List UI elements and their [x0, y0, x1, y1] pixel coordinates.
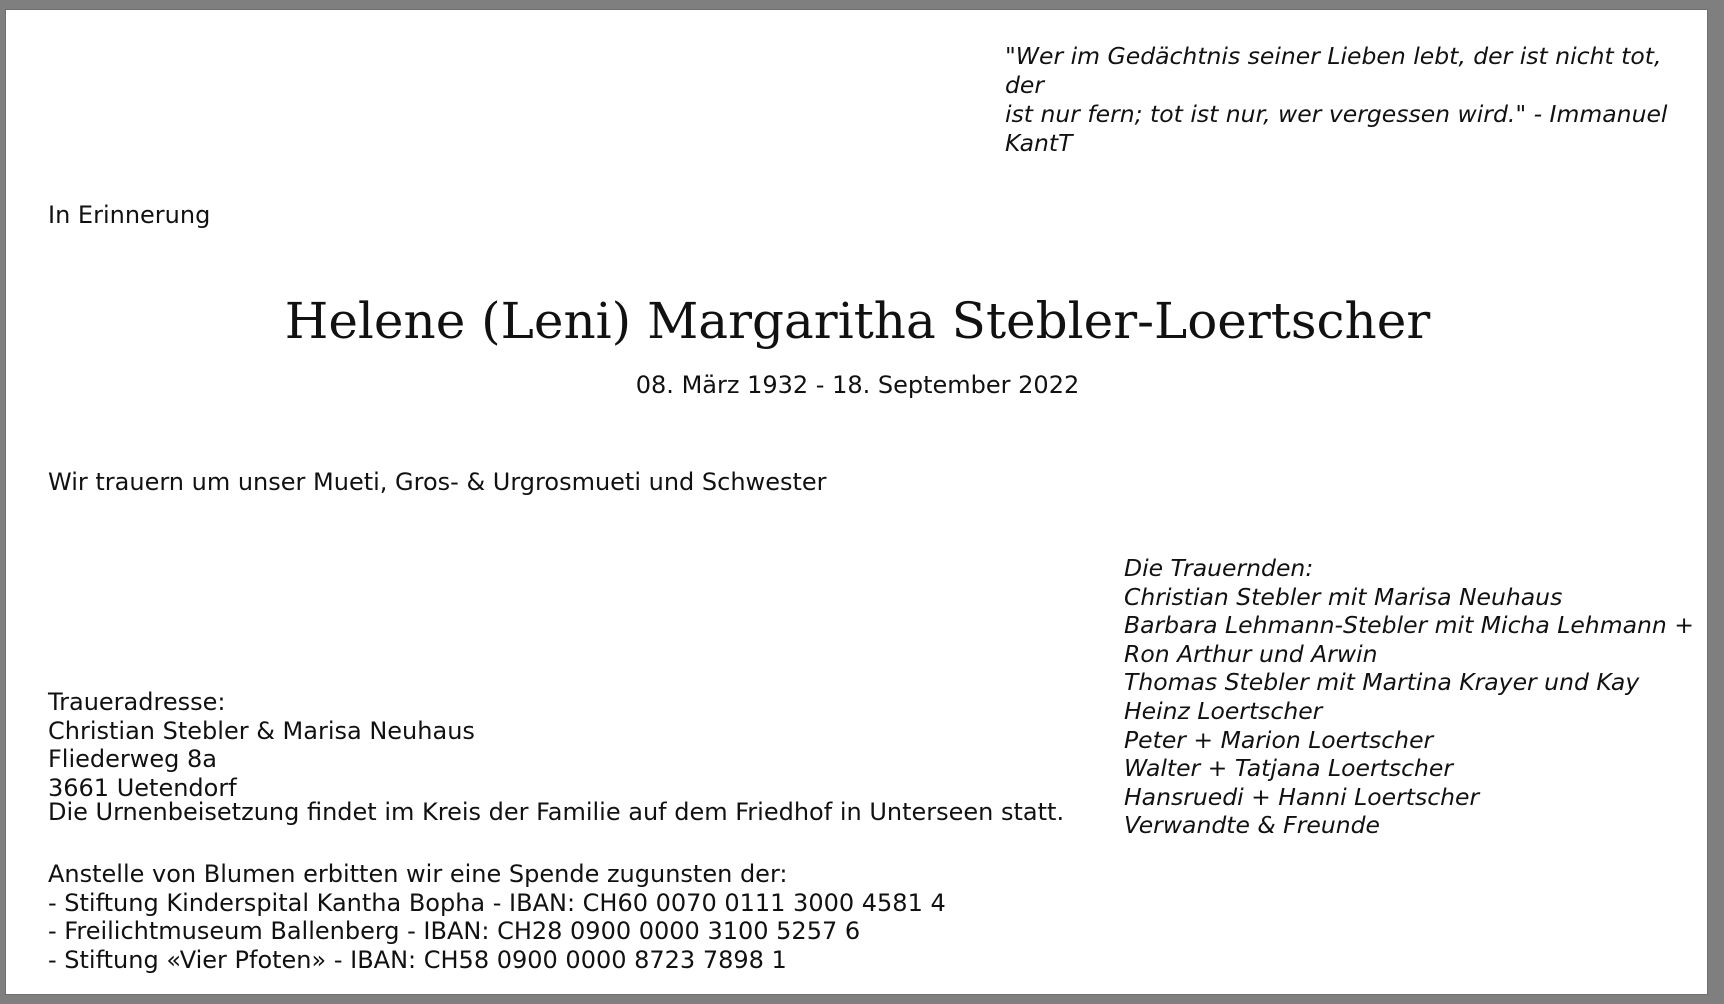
donation-heading: Anstelle von Blumen erbitten wir eine Spende zugunsten der: [48, 860, 788, 888]
address-line: Christian Stebler & Marisa Neuhaus [48, 716, 475, 745]
donation-request [48, 860, 946, 974]
in-memory-label: In Erinnerung [48, 201, 211, 229]
mourners-heading: Die Trauernden: [1124, 554, 1314, 582]
mourner-line: Ron Arthur und Arwin [1124, 639, 1378, 668]
donation-line: - Freilichtmuseum Ballenberg - IBAN: CH28 0900 0000 3100 5257 6 [48, 917, 861, 946]
mourner-line: Peter + Marion Loertscher [1124, 725, 1434, 754]
obituary-notice [5, 9, 1708, 995]
address-line: Fliederweg 8a [48, 745, 218, 774]
address-line: 3661 Uetendorf [48, 773, 237, 802]
mourner-line: Walter + Tatjana Loertscher [1124, 754, 1454, 783]
mourner-line: Hansruedi + Hanni Loertscher [1124, 782, 1480, 811]
mourning-address [48, 688, 475, 802]
donation-line: - Stiftung Kinderspital Kantha Bopha - IBAN: CH60 0070 0111 3000 4581 4 [48, 888, 946, 917]
deceased-name: Helene (Leni) Margaritha Stebler-Loertscher [284, 292, 1431, 350]
mourner-line: Barbara Lehmann-Stebler mit Micha Lehmann + [1124, 611, 1694, 640]
life-dates: 08. März 1932 - 18. September 2022 [635, 371, 1080, 399]
kant-quote: "Wer im Gedächtnis seiner Lieben lebt, der ist nicht tot, der ist nur fern; tot ist nur, wer vergessen wird." - Immanuel KantT [1005, 42, 1668, 157]
mourners-list [1124, 554, 1694, 840]
burial-notice: Die Urnenbeisetzung findet im Kreis der Familie auf dem Friedhof in Unterseen statt. [48, 798, 1065, 826]
mourner-line: Verwandte & Freunde [1124, 811, 1380, 840]
mourner-line: Heinz Loertscher [1124, 696, 1323, 725]
mourning-statement: Wir trauern um unser Mueti, Gros- & Urgrosmueti und Schwester [48, 468, 827, 496]
donation-line: - Stiftung «Vier Pfoten» - IBAN: CH58 0900 0000 8723 7898 1 [48, 945, 787, 974]
mourner-line: Christian Stebler mit Marisa Neuhaus [1124, 582, 1563, 611]
mourner-line: Thomas Stebler mit Martina Krayer und Kay [1124, 668, 1640, 697]
address-heading: Traueradresse: [48, 688, 226, 716]
